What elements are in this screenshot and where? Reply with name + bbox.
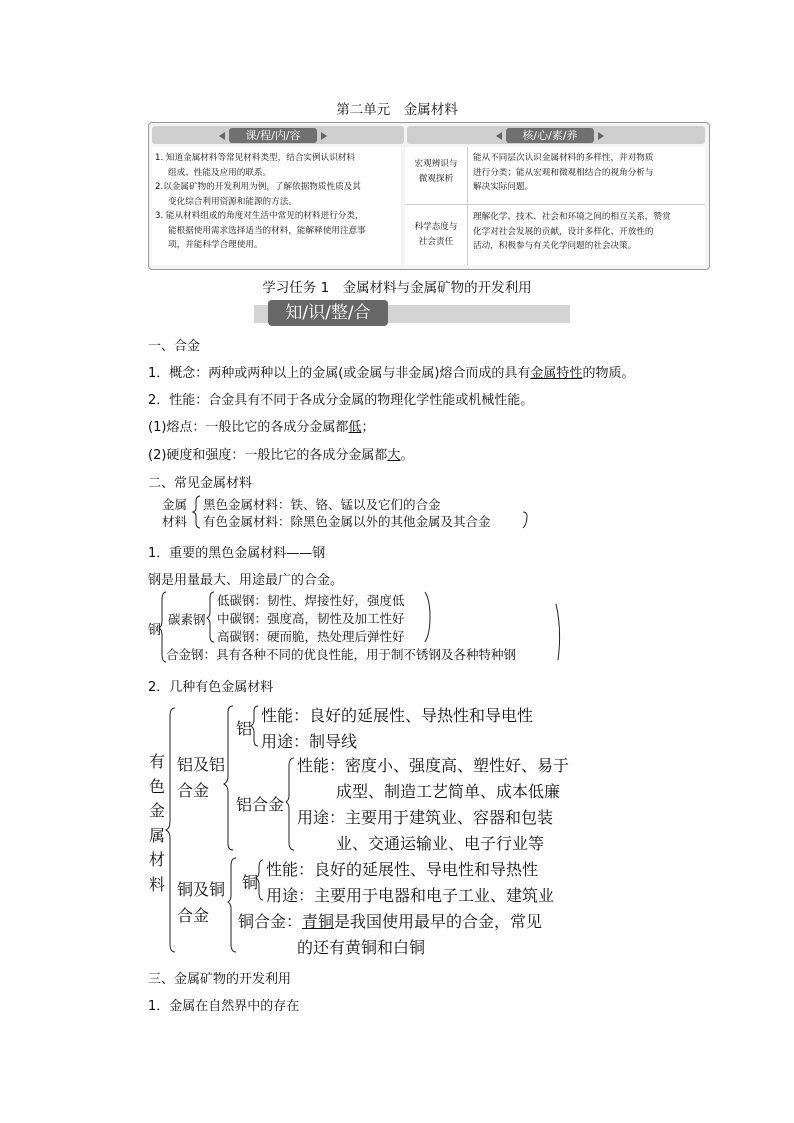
- literacy-header-label: 核/心/素/养: [506, 128, 594, 143]
- text-span: 。: [400, 448, 414, 463]
- course-line: 变化综合利用资源和能源的方法。: [168, 196, 297, 207]
- literacy-desc-line: 活动，积极参与有关化学问题的社会决策。: [473, 241, 637, 251]
- section-heading: 三、金属矿物的开发利用: [148, 972, 292, 987]
- blank-answer: 青铜: [302, 912, 335, 931]
- brace-left: [166, 708, 175, 952]
- section-heading: 二、常见金属材料: [148, 476, 253, 491]
- tree-leaf: 成型、制造工艺简单、成本低廉: [336, 782, 561, 801]
- course-line: 项，并能科学合理使用。: [168, 240, 263, 250]
- tree-root: 金属: [162, 497, 188, 512]
- text-span: (2)硬度和强度：一般比它的各成分金属都: [148, 448, 388, 463]
- tree-leaf: 用途：制导线: [261, 732, 358, 751]
- text-span: 是我国使用最早的合金，常见: [334, 912, 543, 931]
- brace-left: [256, 860, 263, 900]
- tree-leaf: 黑色金属材料：铁、铬、锰以及它们的合金: [203, 497, 441, 512]
- tree-leaf: 用途：主要用于电器和电子工业、建筑业: [266, 886, 555, 905]
- brace-left: [207, 592, 214, 642]
- literacy-desc-line: 进行分类；能从宏观和微观相结合的视角分析与: [473, 167, 654, 178]
- subsection-heading: 2．几种有色金属材料: [148, 680, 274, 695]
- literacy-name-line: 社会责任: [418, 236, 454, 247]
- brace-right: [425, 592, 430, 642]
- tree-node: 碳素钢: [168, 612, 206, 627]
- section-band-label: 知/识/整/合: [268, 300, 388, 326]
- literacy-desc-line: 能从不同层次认识金属材料的多样性，并对物质: [473, 153, 654, 163]
- tree-root-char: 材: [149, 850, 166, 869]
- tree-leaf: 有色金属材料：除黑色金属以外的其他金属及其合金: [203, 514, 491, 529]
- tree-node-line: 合金: [177, 781, 210, 800]
- course-line: 3. 能从材料组成的角度对生活中常见的材料进行分类，: [155, 211, 364, 221]
- tree-leaf: 合金钢：具有各种不同的优良性能，用于制不锈钢及各种特种钢: [166, 647, 517, 662]
- blank-answer: 金属特性: [530, 366, 583, 381]
- tree-leaf: 性能：密度小、强度高、塑性好、易于: [297, 756, 570, 775]
- tree-leaf: 的还有黄铜和白铜: [297, 938, 426, 957]
- tree-node: 铜: [242, 873, 259, 892]
- course-header-label: 课/程/内/容: [229, 128, 317, 143]
- tree-node-line: 铝及铝: [177, 755, 226, 774]
- tree-leaf: 高碳钢：硬而脆，热处理后弹性好: [217, 629, 405, 644]
- brace-left: [193, 496, 200, 528]
- tree-root-char: 有: [149, 752, 166, 771]
- brace-left: [251, 706, 258, 746]
- tree-leaf: 低碳钢：韧性、焊接性好，强度低: [217, 593, 405, 608]
- brace-left: [286, 758, 294, 850]
- alloy-property: 2．性能：合金具有不同于各成分金属的物理化学性能或机械性能。: [148, 393, 534, 408]
- tree-leaf: 业、交通运输业、电子行业等: [336, 834, 545, 853]
- unit-title: 第二单元 金属材料: [336, 102, 458, 118]
- text-span: 铜合金：: [238, 912, 303, 931]
- section-heading: 一、合金: [148, 339, 201, 354]
- brace-left: [224, 706, 233, 850]
- literacy-desc-line: 解决实际问题。: [473, 182, 534, 192]
- course-line: 组成、性能及应用的联系。: [168, 167, 272, 178]
- literacy-name-line: 科学态度与: [414, 222, 458, 232]
- paragraph: 钢是用量最大、用途最广的合金。: [148, 573, 344, 588]
- text-span: ；: [361, 420, 375, 435]
- tree-root-char: 属: [149, 825, 166, 845]
- tree-root-char: 料: [149, 874, 166, 894]
- subsection-heading: 1．重要的黑色金属材料——钢: [148, 546, 326, 561]
- tree-leaf: 中碳钢：强度高，韧性及加工性好: [217, 611, 405, 626]
- blank-answer: 低: [348, 420, 362, 435]
- tree-node: 铝合金: [236, 795, 285, 814]
- task-title: 学习任务 1 金属材料与金属矿物的开发利用: [262, 280, 532, 296]
- blank-answer: 大: [387, 448, 401, 463]
- brace-left: [159, 592, 166, 662]
- course-line: 1. 知道金属材料等常见材料类型，结合实例认识材料: [155, 153, 355, 163]
- subsection-heading: 1．金属在自然界中的存在: [148, 999, 300, 1014]
- literacy-name-line: 宏观辨识与: [414, 159, 458, 169]
- literacy-desc-line: 理解化学、技术、社会和环境之间的相互关系，赞赏: [473, 212, 671, 222]
- tree-root: 材料: [162, 514, 188, 529]
- tree-leaf: 性能：良好的延展性、导热性和导电性: [261, 706, 534, 725]
- tree-node-line: 铜及铜: [177, 880, 226, 899]
- brace-left: [228, 858, 236, 952]
- brace-right: [523, 512, 527, 528]
- tree-root-char: 金: [149, 801, 166, 820]
- brace-right: [556, 604, 560, 660]
- course-line: 2.以金属矿物的开发利用为例，了解依据物质性质及其: [155, 182, 361, 192]
- text-span: 的物质。: [582, 366, 635, 381]
- course-line: 能根据使用需求选择适当的材料，能解释使用注意事: [168, 225, 366, 236]
- tree-node: 铝: [236, 719, 253, 738]
- text-span: 1．概念：两种或两种以上的金属(或金属与非金属)熔合而成的具有: [148, 366, 531, 381]
- text-span: (1)熔点：一般比它的各成分金属都: [148, 420, 349, 435]
- tree-leaf: 性能：良好的延展性、导电性和导热性: [266, 860, 539, 879]
- tree-root-char: 色: [149, 776, 166, 796]
- literacy-desc-line: 化学对社会发展的贡献，设计多样化、开放性的: [473, 226, 654, 237]
- tree-leaf: 用途：主要用于建筑业、容器和包装: [297, 808, 554, 827]
- literacy-name-line: 微观探析: [418, 173, 454, 184]
- tree-root: 钢: [148, 623, 162, 638]
- tree-node-line: 合金: [177, 906, 210, 925]
